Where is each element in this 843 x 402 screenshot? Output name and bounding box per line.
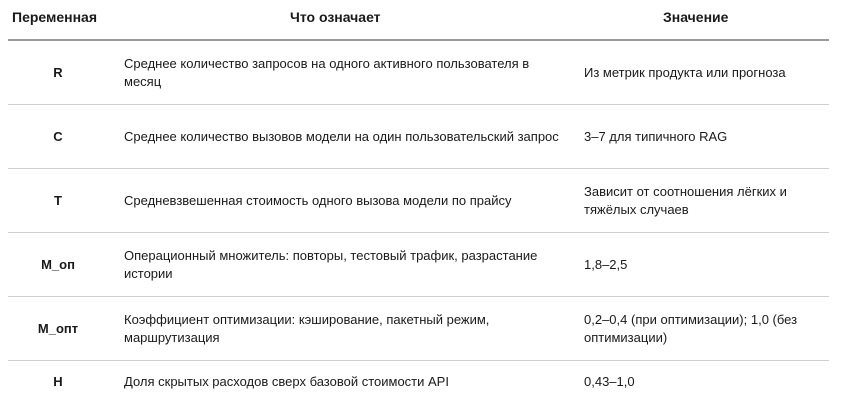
header-variable: Переменная bbox=[12, 9, 98, 25]
value-cell: 3–7 для типичного RAG bbox=[584, 128, 728, 144]
variable-cell: T bbox=[54, 192, 62, 208]
header-meaning: Что означает bbox=[290, 9, 381, 25]
value-cell: Зависит от соотношения лёгких и тяжёлых случаев bbox=[584, 183, 787, 217]
variable-cell: C bbox=[53, 128, 63, 144]
meaning-cell: Среднее количество вызовов модели на один пользовательский запрос bbox=[124, 128, 559, 144]
value-cell: 0,43–1,0 bbox=[584, 373, 635, 389]
variable-cell: M_оп bbox=[41, 256, 75, 272]
meaning-cell: Среднее количество запросов на одного активного пользователя в месяц bbox=[124, 55, 530, 89]
table-row bbox=[8, 361, 829, 402]
variable-cell: R bbox=[53, 64, 63, 80]
value-cell: 1,8–2,5 bbox=[584, 256, 628, 272]
meaning-cell: Операционный множитель: повторы, тестовый трафик, разрастание истории bbox=[124, 247, 538, 281]
table-row bbox=[8, 41, 829, 105]
meaning-cell: Коэффициент оптимизации: кэширование, пакетный режим, маршрутизация bbox=[124, 311, 490, 345]
table-row bbox=[8, 169, 829, 233]
meaning-cell: Средневзвешенная стоимость одного вызова модели по прайсу bbox=[124, 192, 512, 208]
variable-cell: H bbox=[53, 373, 63, 389]
table-row bbox=[8, 297, 829, 361]
value-cell: Из метрик продукта или прогноза bbox=[584, 64, 786, 80]
table-row bbox=[8, 233, 829, 297]
variable-cell: M_опт bbox=[37, 320, 79, 336]
value-cell: 0,2–0,4 (при оптимизации); 1,0 (без оптимизации) bbox=[584, 311, 798, 345]
meaning-cell: Доля скрытых расходов сверх базовой стоимости API bbox=[124, 373, 449, 389]
table-row bbox=[8, 105, 829, 169]
header-value: Значение bbox=[663, 9, 729, 25]
table-header bbox=[8, 0, 829, 41]
